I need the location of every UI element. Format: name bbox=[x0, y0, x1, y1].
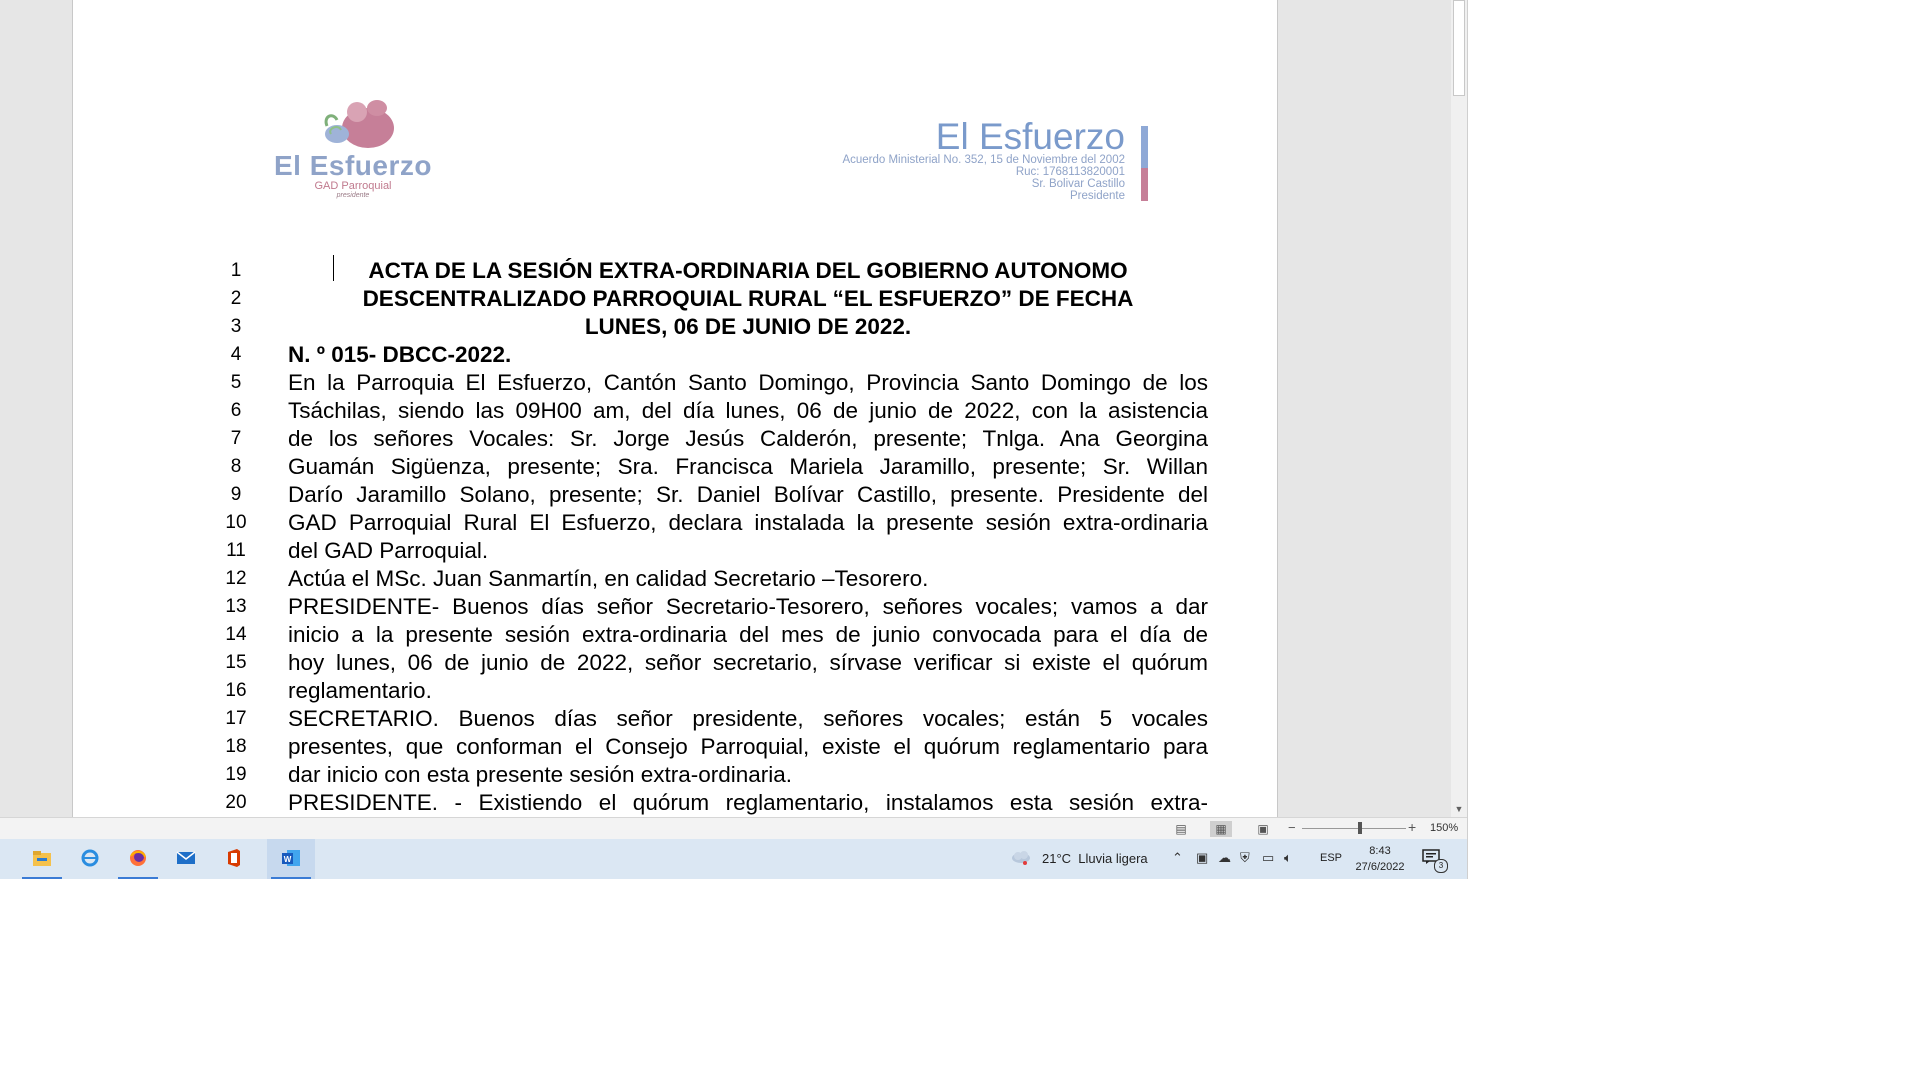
clock[interactable] bbox=[1350, 843, 1410, 875]
document-text-line: PRESIDENTE. - Existiendo el quórum reglamentario, instalamos esta sesión extra- bbox=[288, 790, 1208, 815]
weather-text: 21°C Lluvia ligera bbox=[1042, 851, 1148, 866]
zoom-level[interactable]: 150% bbox=[1430, 822, 1459, 834]
vertical-scrollbar[interactable] bbox=[1451, 0, 1467, 817]
line-number: 10 bbox=[225, 512, 247, 533]
header-line: Ruc: 1768113820001 bbox=[1015, 166, 1125, 178]
document-page[interactable] bbox=[72, 0, 1278, 817]
taskbar-file-explorer[interactable] bbox=[18, 839, 66, 879]
line-number: 8 bbox=[230, 456, 242, 477]
notification-count: 3 bbox=[1434, 859, 1448, 873]
document-text-line: Darío Jaramillo Solano, presente; Sr. Daniel Bolívar Castillo, presente. Presidente del bbox=[288, 482, 1208, 507]
document-text-line: SECRETARIO. Buenos días señor presidente, señores vocales; están 5 vocales bbox=[288, 706, 1208, 731]
clock-time: 8:43 bbox=[1369, 845, 1391, 857]
mail-icon bbox=[176, 848, 196, 868]
line-number: 5 bbox=[230, 372, 242, 393]
header-accent-bar-pink bbox=[1141, 168, 1148, 201]
window-edge bbox=[1467, 0, 1468, 879]
document-text-line: GAD Parroquial Rural El Esfuerzo, declara instalada la presente sesión extra-ordinaria bbox=[288, 510, 1208, 535]
header-line: Sr. Bolivar Castillo bbox=[1031, 178, 1125, 190]
line-number: 12 bbox=[225, 568, 247, 589]
document-text-line: En la Parroquia El Esfuerzo, Cantón Santo Domingo, Provincia Santo Domingo de los bbox=[288, 370, 1208, 395]
document-title-line: DESCENTRALIZADO PARROQUIAL RURAL “EL ESFUERZO” DE FECHA bbox=[362, 286, 1134, 311]
volume-icon[interactable]: 🔈︎ bbox=[1284, 850, 1292, 865]
rain-cloud-icon bbox=[1010, 850, 1032, 866]
zoom-slider-thumb[interactable] bbox=[1358, 822, 1362, 834]
line-number: 3 bbox=[230, 316, 242, 337]
taskbar-internet-explorer[interactable] bbox=[66, 839, 114, 879]
header-accent-bar-blue bbox=[1141, 126, 1148, 168]
zoom-out-button[interactable]: − bbox=[1288, 820, 1296, 835]
status-bar bbox=[0, 817, 1467, 840]
firefox-icon bbox=[128, 848, 148, 868]
svg-text:W: W bbox=[283, 855, 292, 864]
file-explorer-icon bbox=[32, 848, 52, 868]
document-text-line: dar inicio con esta presente sesión extra-ordinaria. bbox=[288, 762, 793, 787]
document-text-line: presentes, que conforman el Consejo Parroquial, existe el quórum reglamentario para bbox=[288, 734, 1208, 759]
taskbar-word[interactable] bbox=[267, 839, 315, 879]
logo-brand-text: El Esfuerzo bbox=[274, 150, 432, 181]
header-line: Presidente bbox=[1070, 190, 1125, 202]
document-text-line: Guamán Sigüenza, presente; Sra. Francisca Mariela Jaramillo, presente; Sr. Willan bbox=[288, 454, 1208, 479]
running-indicator bbox=[22, 877, 62, 879]
logo-signature: presidente bbox=[336, 192, 370, 199]
line-number: 20 bbox=[225, 792, 247, 813]
document-text-line: Actúa el MSc. Juan Sanmartín, en calidad Secretario –Tesorero. bbox=[288, 566, 929, 591]
line-number: 4 bbox=[230, 344, 242, 365]
header-title: El Esfuerzo bbox=[935, 116, 1125, 157]
logo-subtitle: GAD Parroquial bbox=[314, 180, 392, 192]
document-text-line: del GAD Parroquial. bbox=[288, 538, 489, 563]
document-number-line: N. º 015- DBCC-2022. bbox=[288, 342, 512, 367]
document-title-line: ACTA DE LA SESIÓN EXTRA-ORDINARIA DEL GOBIERNO AUTONOMO bbox=[368, 258, 1128, 283]
logo-flower-icon bbox=[253, 98, 453, 158]
action-center-button[interactable] bbox=[1422, 849, 1444, 870]
line-number: 14 bbox=[225, 624, 247, 645]
document-title-line: LUNES, 06 DE JUNIO DE 2022. bbox=[584, 314, 912, 339]
scroll-down-arrow-icon[interactable]: ▼ bbox=[1454, 804, 1464, 814]
line-number: 9 bbox=[230, 484, 242, 505]
line-number: 7 bbox=[230, 428, 242, 449]
line-number: 11 bbox=[226, 540, 246, 561]
line-number: 2 bbox=[230, 288, 242, 309]
meet-now-icon[interactable]: ▣ bbox=[1196, 850, 1209, 865]
show-hidden-icons-chevron-icon[interactable]: ⌃ bbox=[1172, 850, 1183, 865]
document-text-line: reglamentario. bbox=[288, 678, 432, 703]
office-icon bbox=[224, 848, 244, 868]
document-text-line: Tsáchilas, siendo las 09H00 am, del día lunes, 06 de junio de 2022, con la asistencia bbox=[288, 398, 1208, 423]
word-icon bbox=[281, 848, 301, 868]
taskbar bbox=[0, 839, 1467, 879]
print-layout-icon[interactable]: ▦ bbox=[1210, 821, 1232, 837]
onedrive-cloud-icon[interactable]: ☁ bbox=[1218, 850, 1231, 865]
document-text-line: hoy lunes, 06 de junio de 2022, señor secretario, sírvase verificar si existe el quórum bbox=[288, 650, 1208, 675]
taskbar-office[interactable] bbox=[210, 839, 258, 879]
document-text-line: de los señores Vocales: Sr. Jorge Jesús Calderón, presente; Tnlga. Ana Georgina bbox=[288, 426, 1208, 451]
zoom-in-button[interactable]: + bbox=[1408, 819, 1417, 835]
taskbar-firefox[interactable] bbox=[114, 839, 162, 879]
web-layout-icon[interactable]: ▣ bbox=[1257, 822, 1269, 836]
line-number: 1 bbox=[230, 260, 242, 281]
security-icon[interactable]: ⛨ bbox=[1240, 850, 1250, 865]
read-mode-icon[interactable]: ▤ bbox=[1175, 822, 1187, 836]
clock-date: 27/6/2022 bbox=[1355, 861, 1405, 873]
header-line: Acuerdo Ministerial No. 352, 15 de Noviembre del 2002 bbox=[842, 154, 1125, 166]
network-icon[interactable]: ▭ bbox=[1262, 850, 1275, 865]
internet-explorer-icon bbox=[80, 848, 100, 868]
header-logo bbox=[253, 98, 453, 206]
document-text-line: inicio a la presente sesión extra-ordinaria del mes de junio convocada para el día de bbox=[288, 622, 1208, 647]
line-number: 13 bbox=[225, 596, 247, 617]
language-indicator[interactable]: ESP bbox=[1320, 852, 1343, 864]
running-indicator bbox=[118, 877, 158, 879]
line-number: 15 bbox=[225, 652, 247, 673]
taskbar-mail[interactable] bbox=[162, 839, 210, 879]
scrollbar-thumb[interactable] bbox=[1453, 0, 1465, 96]
line-number: 6 bbox=[230, 400, 242, 421]
line-number: 16 bbox=[225, 680, 247, 701]
header-right-block bbox=[713, 118, 1125, 204]
zoom-slider[interactable] bbox=[1302, 828, 1406, 829]
document-text-line: PRESIDENTE- Buenos días señor Secretario-Tesorero, señores vocales; vamos a dar bbox=[288, 594, 1208, 619]
running-indicator bbox=[271, 877, 311, 879]
line-number: 19 bbox=[225, 764, 247, 785]
line-number: 17 bbox=[225, 708, 247, 729]
line-number: 18 bbox=[225, 736, 247, 757]
